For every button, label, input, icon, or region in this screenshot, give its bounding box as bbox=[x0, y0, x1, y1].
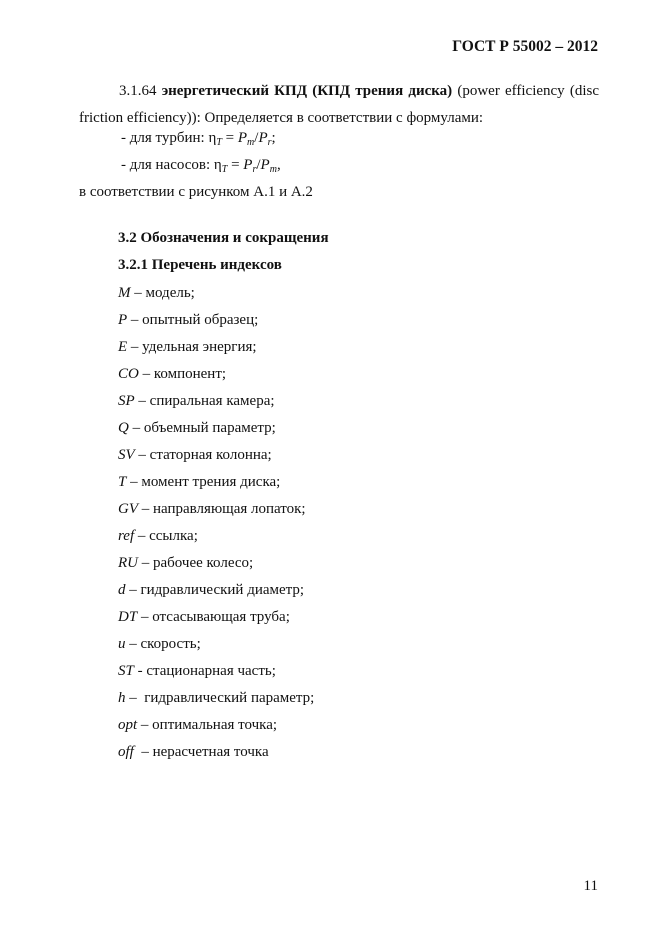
index-symbol: d bbox=[118, 582, 126, 598]
index-symbol: opt bbox=[118, 717, 138, 733]
index-description: – направляющая лопаток; bbox=[138, 501, 306, 517]
definition-text: Определяется в соответствии с формулами: bbox=[204, 110, 484, 126]
index-description: – оптимальная точка; bbox=[137, 717, 278, 733]
index-item bbox=[118, 337, 314, 364]
index-symbol: E bbox=[118, 339, 128, 355]
formula-slash: / bbox=[256, 157, 261, 173]
index-symbol: ref bbox=[118, 528, 135, 544]
index-symbol: u bbox=[118, 636, 126, 652]
definition-number: 3.1.64 bbox=[119, 83, 157, 99]
index-symbol: Q bbox=[118, 420, 129, 436]
formula-eq: = bbox=[227, 157, 244, 173]
formula-a: P bbox=[243, 157, 253, 173]
formula-b: P bbox=[260, 157, 270, 173]
index-item bbox=[118, 607, 314, 634]
index-description: - стационарная часть; bbox=[133, 663, 276, 679]
index-symbol: DT bbox=[118, 609, 138, 625]
index-description: – модель; bbox=[130, 285, 195, 301]
formula-turbine bbox=[121, 130, 276, 148]
index-item bbox=[118, 364, 314, 391]
formula-b-sub: m bbox=[269, 164, 277, 175]
formula-eta-sub: T bbox=[216, 137, 222, 148]
index-symbol: GV bbox=[118, 501, 138, 517]
index-description: – объемный параметр; bbox=[128, 420, 276, 436]
index-symbol: off bbox=[118, 744, 134, 760]
index-item bbox=[118, 715, 314, 742]
formula-prefix: - для насосов: bbox=[121, 157, 214, 173]
index-symbol: T bbox=[118, 474, 127, 490]
formula-b: P bbox=[258, 130, 268, 146]
index-symbol: M bbox=[118, 285, 131, 301]
index-item bbox=[118, 310, 314, 337]
index-description: – компонент; bbox=[138, 366, 227, 382]
formula-a-sub: m bbox=[247, 137, 255, 148]
index-list bbox=[118, 283, 314, 769]
index-description: – нерасчетная точка bbox=[133, 744, 269, 760]
index-symbol: SV bbox=[118, 447, 135, 463]
index-symbol: ST bbox=[118, 663, 134, 679]
index-item bbox=[118, 661, 314, 688]
formula-a: P bbox=[237, 130, 248, 146]
index-item bbox=[118, 418, 314, 445]
index-description: – рабочее колесо; bbox=[138, 555, 254, 571]
index-item bbox=[118, 472, 314, 499]
index-symbol: CO bbox=[118, 366, 139, 382]
index-item bbox=[118, 634, 314, 661]
index-description: – ссылка; bbox=[134, 528, 198, 544]
formula-pump bbox=[121, 157, 281, 175]
index-description: – удельная энергия; bbox=[127, 339, 257, 355]
section-title: 3.2 Обозначения и сокращения bbox=[118, 230, 329, 246]
formula-eq: = bbox=[221, 130, 238, 146]
page-number: 11 bbox=[583, 878, 598, 894]
index-item bbox=[118, 742, 314, 769]
index-description: – гидравлический диаметр; bbox=[125, 582, 305, 598]
formula-eta: η bbox=[208, 130, 217, 146]
index-item bbox=[118, 526, 314, 553]
figure-reference: в соответствии с рисунком А.1 и А.2 bbox=[79, 184, 313, 200]
index-symbol: RU bbox=[118, 555, 138, 571]
index-description: – скорость; bbox=[125, 636, 201, 652]
index-symbol: h bbox=[118, 690, 126, 706]
index-description: – опытный образец; bbox=[127, 312, 259, 328]
subsection-title: 3.2.1 Перечень индексов bbox=[118, 257, 282, 273]
index-item bbox=[118, 283, 314, 310]
index-item bbox=[118, 553, 314, 580]
formula-slash: / bbox=[254, 130, 259, 146]
definition-english: (power efficiency (disc friction efficiency)): bbox=[79, 83, 600, 126]
definition-term: энергетический КПД (КПД трения диска) bbox=[161, 83, 453, 99]
index-item bbox=[118, 688, 314, 715]
index-item bbox=[118, 445, 314, 472]
index-description: – момент трения диска; bbox=[126, 474, 281, 490]
formula-prefix: - для турбин: bbox=[121, 130, 209, 146]
definition-paragraph bbox=[79, 78, 599, 132]
formula-eta: η bbox=[213, 157, 222, 173]
document-header: ГОСТ Р 55002 – 2012 bbox=[452, 38, 598, 55]
index-item bbox=[118, 391, 314, 418]
index-description: – статорная колонна; bbox=[134, 447, 272, 463]
formula-end: , bbox=[276, 157, 281, 173]
index-symbol: P bbox=[118, 312, 128, 328]
index-symbol: SP bbox=[118, 393, 135, 409]
index-description: – отсасывающая труба; bbox=[137, 609, 290, 625]
formula-end: ; bbox=[271, 130, 276, 146]
index-item bbox=[118, 580, 314, 607]
index-item bbox=[118, 499, 314, 526]
formula-eta-sub: T bbox=[221, 164, 228, 175]
formula-a-sub: r bbox=[252, 164, 257, 175]
index-description: – гидравлический параметр; bbox=[125, 690, 315, 706]
index-description: – спиральная камера; bbox=[134, 393, 275, 409]
formula-b-sub: r bbox=[267, 137, 272, 148]
